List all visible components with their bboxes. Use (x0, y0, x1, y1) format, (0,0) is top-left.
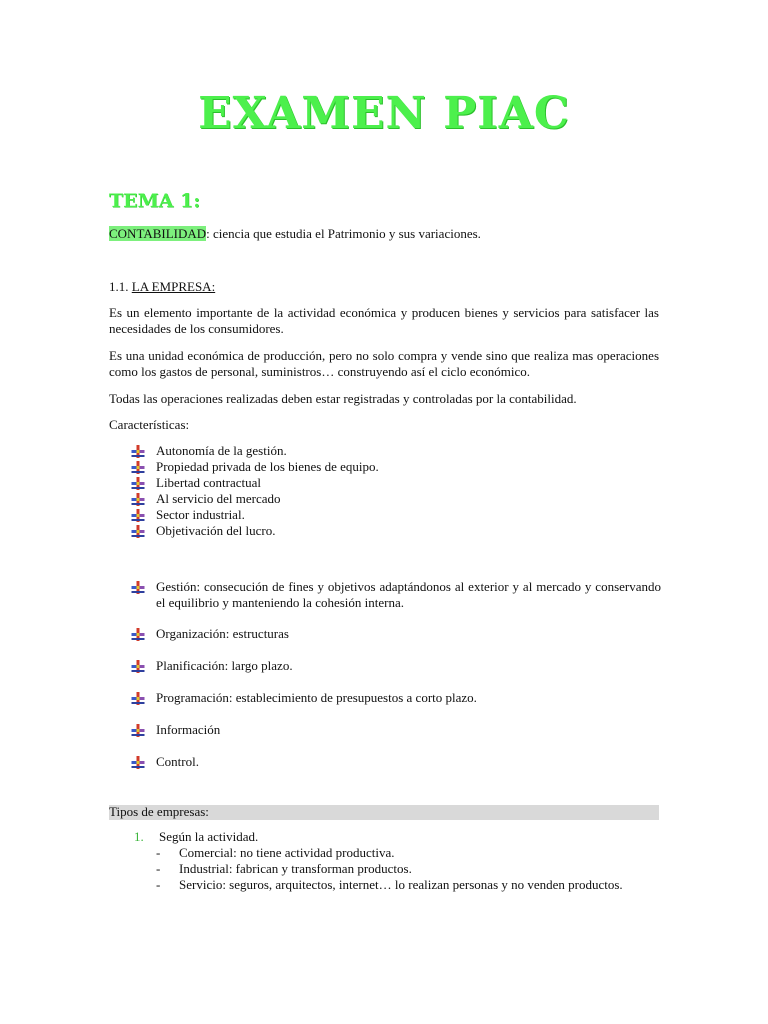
item-number: 1. (134, 829, 144, 844)
item-label: Según la actividad. (159, 829, 259, 844)
colored-plus-arrow-icon (131, 692, 145, 705)
colored-plus-arrow-icon (131, 660, 145, 673)
colored-plus-arrow-icon (131, 628, 145, 641)
gestion-list-item (131, 658, 661, 674)
list-item: Autonomía de la gestión. (131, 443, 661, 459)
numbered-item (134, 829, 258, 845)
list-item: - Industrial: fabrican y transforman productos. (156, 861, 412, 876)
list-item: Objetivación del lucro. (131, 523, 661, 539)
list-item: - Servicio: seguros, arquitectos, internet… lo realizan personas y no venden productos. (156, 877, 623, 892)
list-item: Planificación: largo plazo. (131, 658, 661, 674)
list-item: Propiedad privada de los bienes de equipo. (131, 459, 661, 475)
colored-plus-arrow-icon (131, 477, 145, 490)
section-title: LA EMPRESA: (131, 279, 216, 294)
contabilidad-term: CONTABILIDAD (109, 226, 207, 241)
contabilidad-definition (109, 226, 659, 242)
paragraph: Es un elemento importante de la actividad económica y producen bienes y servicios para satisfacer las necesidades de los consumidores. (109, 305, 659, 336)
gestion-list-item (131, 722, 661, 738)
colored-plus-arrow-icon (131, 461, 145, 474)
colored-plus-arrow-icon (131, 724, 145, 737)
contabilidad-text: : ciencia que estudia el Patrimonio y sus variaciones. (206, 226, 481, 241)
tema-heading: TEMA 1: (109, 190, 201, 212)
paragraph: Todas las operaciones realizadas deben estar registradas y controladas por la contabilidad. (109, 391, 577, 406)
colored-plus-arrow-icon (131, 581, 145, 594)
caracteristicas-list (131, 443, 661, 539)
gestion-list (131, 579, 661, 611)
colored-plus-arrow-icon (131, 509, 145, 522)
gestion-list-item (131, 690, 661, 706)
paragraph: Es una unidad económica de producción, pero no solo compra y vende sino que realiza mas operaciones como los gastos de personal, suministros… construyendo así el ciclo económico. (109, 348, 659, 379)
gestion-list-item (131, 754, 661, 770)
list-item: Organización: estructuras (131, 626, 661, 642)
list-item: Programación: establecimiento de presupuestos a corto plazo. (131, 690, 661, 706)
list-item: Control. (131, 754, 661, 770)
section-number: 1.1. (109, 279, 129, 294)
tipos-label: Tipos de empresas: (109, 804, 209, 819)
list-item: Al servicio del mercado (131, 491, 661, 507)
caracteristicas-label: Características: (109, 417, 190, 432)
gestion-list-item (131, 626, 661, 642)
tipos-sublist (156, 845, 676, 893)
section-heading (109, 279, 659, 295)
list-item: Información (131, 722, 661, 738)
list-item: - Comercial: no tiene actividad productiva. (156, 845, 395, 860)
colored-plus-arrow-icon (131, 525, 145, 538)
list-item: Sector industrial. (131, 507, 661, 523)
colored-plus-arrow-icon (131, 493, 145, 506)
colored-plus-arrow-icon (131, 756, 145, 769)
list-item: Gestión: consecución de fines y objetivos adaptándonos al exterior y al mercado y conservando el equilibrio y manteniendo la cohesión interna. (131, 579, 661, 611)
list-item: Libertad contractual (131, 475, 661, 491)
colored-plus-arrow-icon (131, 445, 145, 458)
document-title: EXAMEN PIAC (198, 88, 570, 139)
